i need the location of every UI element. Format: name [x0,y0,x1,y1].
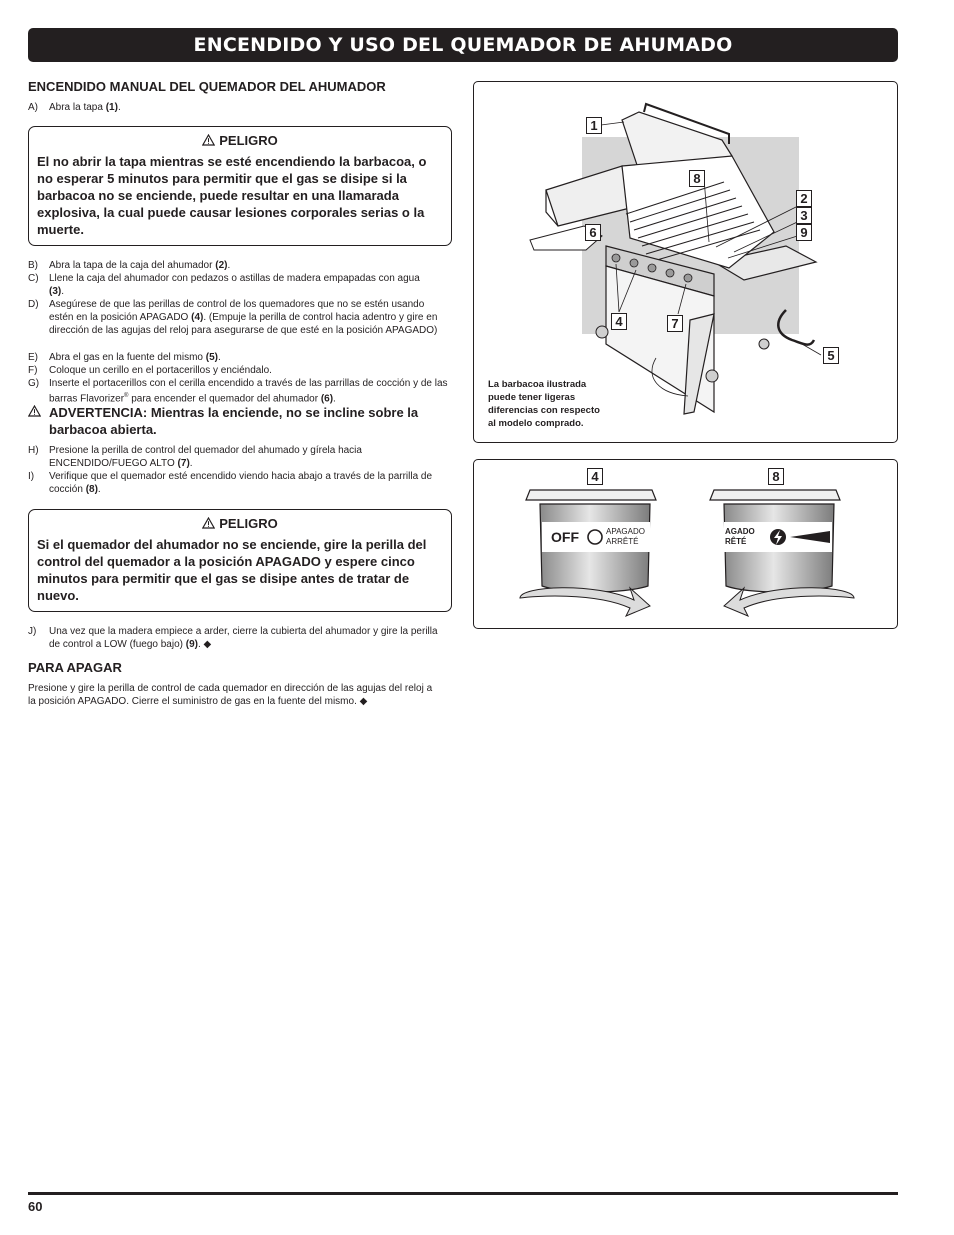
caption-line: diferencias con respecto [488,405,600,416]
knob-off-text [606,527,645,547]
caption-line: al modelo comprado. [488,418,584,429]
knob-arrete-label: ARRÊTÉ [606,537,639,546]
danger-label: PELIGRO [219,516,278,531]
step-j [28,625,454,651]
step-tail: . [117,102,121,113]
page-number: 60 [28,1199,43,1214]
step-h [28,444,454,470]
step-tail: . [333,393,336,405]
registered-mark: ® [124,393,129,399]
step-text: Abra la tapa [49,102,106,113]
step-tail: . [61,286,65,297]
step-letter: A) [28,102,38,113]
step-d [28,298,454,337]
step-ref: (2) [215,260,228,271]
caption-line: La barbacoa ilustrada [488,379,587,390]
warning-triangle-icon [202,134,215,146]
callout-4: 4 [611,313,627,330]
warning-text: ADVERTENCIA: Mientras la enciende, no se incline sobre la barbacoa abierta. [49,405,419,437]
step-ref: (6) [320,393,334,405]
step-text: Presione la perilla de control del quemador del ahumado y gírela hacia ENCENDIDO/FUEGO ALTO [49,445,362,469]
step-letter: I) [28,471,35,482]
step-ref: (3) [49,286,62,297]
grill-illustration [473,81,898,443]
step-letter: F) [28,365,38,376]
turn-off-text: Presione y gire la perilla de control de cada quemador en dirección de las agujas del reloj a la posición APAGADO. Cierre el suministro de gas en la fuente del mismo. ◆ [28,683,433,707]
step-tail: . [97,484,101,495]
step-text: Abra la tapa de la caja del ahumador [49,260,216,271]
danger-box-2 [28,509,452,612]
step-tail: . (Empuje la perilla de control hacia adentro y gire en dirección de las agujas del reloj para asegurarse de que esté en la posición APAGADO) [49,312,438,336]
danger-box-1 [28,126,452,246]
step-ref: (1) [105,102,118,113]
callout-8-knob: 8 [768,468,784,485]
danger-text: El no abrir la tapa mientras se esté encendiendo la barbacoa, o no esperar 5 minutos para permitir que el gas se disipe si la barbacoa no se enciende, puede resultar en una llamarada explosiva, la cual puede causar lesiones corporales serias o la muerte. [37,154,427,237]
figure-caption [488,378,600,430]
footer-rule [28,1192,898,1195]
step-ref: (4) [191,312,204,323]
step-text: Coloque un cerillo en el portacerillos y enciéndalo. [49,365,272,376]
knob-apagado-label: AGADO [725,527,755,536]
step-a [28,101,454,114]
step-text: Verifique que el quemador esté encendido viendo hacia abajo a través de la parrilla de cocción [49,471,433,495]
callout-6: 6 [585,224,601,241]
caption-line: puede tener ligeras [488,392,576,403]
warning-triangle-icon [28,405,41,417]
step-text: Asegúrese de que las perillas de control de los quemadores que no se estén usando estén en la posición APAGADO [49,299,425,323]
callout-3: 3 [796,207,812,224]
step-c [28,272,454,298]
callout-8: 8 [689,170,705,187]
section-heading-turn-off: PARA APAGAR [28,660,122,675]
page-title: ENCENDIDO Y USO DEL QUEMADOR DE AHUMADO [28,28,898,62]
step-f [28,364,454,377]
callout-4-knob: 4 [587,468,603,485]
knob-drawing [474,460,897,628]
knob-high-text [725,527,755,547]
danger-heading [37,133,443,153]
step-i [28,470,454,496]
warning-triangle-icon [202,517,215,529]
step-tail: . ◆ [197,639,212,650]
callout-9: 9 [796,224,812,241]
step-text: Llene la caja del ahumador con pedazos o astillas de madera empapadas con agua [49,273,420,284]
step-tail: . [189,458,193,469]
danger-text: Si el quemador del ahumador no se enciende, gire la perilla del control del quemador a la posición APAGADO y espere cinco minutos para permitir que el gas se disipe antes de tratar de nuevo. [37,537,427,603]
step-letter: H) [28,445,39,456]
step-ref: (7) [177,458,190,469]
knob-off-label: OFF [551,529,579,545]
callout-2: 2 [796,190,812,207]
step-g [28,377,454,405]
step-ref: (5) [205,352,218,363]
step-e [28,351,454,364]
warning-note [28,404,454,438]
callout-1: 1 [586,117,602,134]
step-letter: B) [28,260,38,271]
step-letter: E) [28,352,38,363]
step-text: Inserte el portacerillos con el cerilla encendido a través de las parrillas de cocción y de las barras Flavorizer [49,378,448,405]
control-knob-illustration [473,459,898,629]
knob-apagado-label: APAGADO [606,527,645,536]
step-text: Abra el gas en la fuente del mismo [49,352,206,363]
step-letter: G) [28,378,40,389]
step-letter: C) [28,273,39,284]
step-ref: (9) [185,639,198,650]
step-b [28,259,454,272]
step-letter: J) [28,626,37,637]
step-ref: (8) [85,484,98,495]
danger-heading [37,516,443,536]
callout-5: 5 [823,347,839,364]
section-heading-manual-lighting: ENCENDIDO MANUAL DEL QUEMADOR DEL AHUMADOR [28,79,386,94]
callout-7: 7 [667,315,683,332]
step-text: para encender el quemador del ahumador [128,393,321,405]
step-text: Una vez que la madera empiece a arder, cierre la cubierta del ahumador y gire la perilla de control a LOW (fuego bajo) [49,626,438,650]
knob-arrete-label: RÊTÉ [725,537,747,546]
step-letter: D) [28,299,39,310]
danger-label: PELIGRO [219,133,278,148]
step-tail: . [227,260,231,271]
step-tail: . [218,352,221,363]
